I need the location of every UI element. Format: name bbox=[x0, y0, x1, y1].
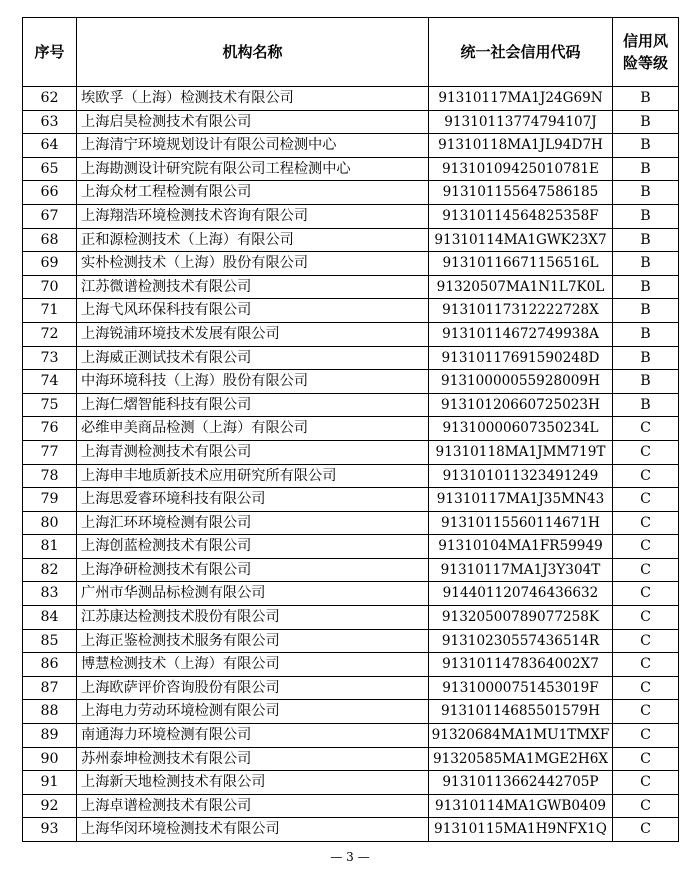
header-institution-name: 机构名称 bbox=[77, 18, 429, 87]
row-institution-name: 江苏微谱检测技术有限公司 bbox=[77, 275, 429, 299]
row-risk-grade: B bbox=[613, 134, 679, 158]
table-row bbox=[23, 228, 679, 252]
table-row bbox=[23, 511, 679, 535]
table-row bbox=[23, 204, 679, 228]
row-credit-code: 91310104MA1FR59949 bbox=[429, 535, 613, 559]
row-institution-name: 上海思爱睿环境科技有限公司 bbox=[77, 488, 429, 512]
row-risk-grade: C bbox=[613, 582, 679, 606]
row-serial-number: 65 bbox=[23, 157, 77, 181]
row-serial-number: 73 bbox=[23, 346, 77, 370]
header-risk-grade-line2: 险等级 bbox=[622, 54, 668, 72]
row-serial-number: 87 bbox=[23, 676, 77, 700]
row-credit-code: 91310114685501579H bbox=[429, 700, 613, 724]
row-risk-grade: C bbox=[613, 464, 679, 488]
row-risk-grade: C bbox=[613, 488, 679, 512]
row-risk-grade: B bbox=[613, 393, 679, 417]
row-risk-grade: B bbox=[613, 346, 679, 370]
row-institution-name: 上海众材工程检测有限公司 bbox=[77, 181, 429, 205]
row-serial-number: 79 bbox=[23, 488, 77, 512]
row-institution-name: 上海威正测试技术有限公司 bbox=[77, 346, 429, 370]
row-credit-code: 91310116671156516L bbox=[429, 252, 613, 276]
row-credit-code: 91310115MA1H9NFX1Q bbox=[429, 818, 613, 842]
table-row bbox=[23, 794, 679, 818]
row-risk-grade: C bbox=[613, 771, 679, 795]
table-header-row bbox=[23, 18, 679, 87]
row-serial-number: 64 bbox=[23, 134, 77, 158]
row-serial-number: 89 bbox=[23, 724, 77, 748]
row-serial-number: 93 bbox=[23, 818, 77, 842]
row-credit-code: 91310117MA1J24G69N bbox=[429, 87, 613, 111]
table-row bbox=[23, 299, 679, 323]
row-institution-name: 上海仁熠智能科技有限公司 bbox=[77, 393, 429, 417]
row-risk-grade: C bbox=[613, 676, 679, 700]
institution-credit-table bbox=[22, 17, 679, 842]
row-serial-number: 83 bbox=[23, 582, 77, 606]
page-number: — 3 — bbox=[330, 850, 370, 864]
row-risk-grade: B bbox=[613, 87, 679, 111]
row-risk-grade: C bbox=[613, 511, 679, 535]
row-institution-name: 中海环境科技（上海）股份有限公司 bbox=[77, 370, 429, 394]
row-risk-grade: C bbox=[613, 818, 679, 842]
table-row bbox=[23, 110, 679, 134]
row-institution-name: 上海申丰地质新技术应用研究所有限公司 bbox=[77, 464, 429, 488]
row-risk-grade: B bbox=[613, 110, 679, 134]
row-credit-code: 91310117MA1J35MN43 bbox=[429, 488, 613, 512]
row-credit-code: 91320507MA1N1L7K0L bbox=[429, 275, 613, 299]
table-row bbox=[23, 629, 679, 653]
table-row bbox=[23, 322, 679, 346]
row-serial-number: 74 bbox=[23, 370, 77, 394]
row-credit-code: 913101155647586185 bbox=[429, 181, 613, 205]
table-row bbox=[23, 771, 679, 795]
row-institution-name: 上海创蓝检测技术有限公司 bbox=[77, 535, 429, 559]
row-credit-code: 913101011323491249 bbox=[429, 464, 613, 488]
row-serial-number: 80 bbox=[23, 511, 77, 535]
row-credit-code: 91310117MA1J3Y304T bbox=[429, 558, 613, 582]
header-credit-code: 统一社会信用代码 bbox=[429, 18, 613, 87]
row-serial-number: 91 bbox=[23, 771, 77, 795]
row-institution-name: 广州市华测品标检测有限公司 bbox=[77, 582, 429, 606]
row-serial-number: 67 bbox=[23, 204, 77, 228]
row-institution-name: 上海正鉴检测技术服务有限公司 bbox=[77, 629, 429, 653]
row-serial-number: 69 bbox=[23, 252, 77, 276]
row-serial-number: 86 bbox=[23, 653, 77, 677]
header-risk-grade bbox=[613, 18, 679, 87]
row-risk-grade: C bbox=[613, 724, 679, 748]
row-institution-name: 埃欧孚（上海）检测技术有限公司 bbox=[77, 87, 429, 111]
row-institution-name: 上海欧萨评价咨询股份有限公司 bbox=[77, 676, 429, 700]
table-row bbox=[23, 134, 679, 158]
table-row bbox=[23, 653, 679, 677]
row-risk-grade: C bbox=[613, 558, 679, 582]
row-serial-number: 72 bbox=[23, 322, 77, 346]
row-institution-name: 上海清宁环境规划设计有限公司检测中心 bbox=[77, 134, 429, 158]
row-serial-number: 85 bbox=[23, 629, 77, 653]
row-institution-name: 正和源检测技术（上海）有限公司 bbox=[77, 228, 429, 252]
row-credit-code: 91310114672749938A bbox=[429, 322, 613, 346]
table-row bbox=[23, 252, 679, 276]
row-serial-number: 63 bbox=[23, 110, 77, 134]
row-institution-name: 上海华闵环境检测技术有限公司 bbox=[77, 818, 429, 842]
table-row bbox=[23, 370, 679, 394]
table-row bbox=[23, 582, 679, 606]
row-credit-code: 91310000055928009H bbox=[429, 370, 613, 394]
table-row bbox=[23, 275, 679, 299]
row-risk-grade: B bbox=[613, 299, 679, 323]
row-credit-code: 91310114MA1GWK23X7 bbox=[429, 228, 613, 252]
row-risk-grade: B bbox=[613, 157, 679, 181]
row-risk-grade: C bbox=[613, 700, 679, 724]
row-institution-name: 博慧检测技术（上海）有限公司 bbox=[77, 653, 429, 677]
row-serial-number: 66 bbox=[23, 181, 77, 205]
row-credit-code: 91310113774794107J bbox=[429, 110, 613, 134]
table-row bbox=[23, 393, 679, 417]
row-serial-number: 70 bbox=[23, 275, 77, 299]
row-risk-grade: C bbox=[613, 794, 679, 818]
row-credit-code: 91310109425010781E bbox=[429, 157, 613, 181]
row-risk-grade: B bbox=[613, 204, 679, 228]
row-institution-name: 苏州泰坤检测技术有限公司 bbox=[77, 747, 429, 771]
table-row bbox=[23, 181, 679, 205]
table-row bbox=[23, 417, 679, 441]
table-row bbox=[23, 440, 679, 464]
table-row bbox=[23, 700, 679, 724]
row-credit-code: 91320684MA1MU1TMXF bbox=[429, 724, 613, 748]
row-institution-name: 上海卓谱检测技术有限公司 bbox=[77, 794, 429, 818]
row-risk-grade: C bbox=[613, 535, 679, 559]
row-serial-number: 71 bbox=[23, 299, 77, 323]
row-credit-code: 91310118MA1JL94D7H bbox=[429, 134, 613, 158]
table-row bbox=[23, 464, 679, 488]
row-serial-number: 81 bbox=[23, 535, 77, 559]
table-row bbox=[23, 346, 679, 370]
row-risk-grade: C bbox=[613, 417, 679, 441]
row-risk-grade: B bbox=[613, 370, 679, 394]
row-credit-code: 91310000607350234L bbox=[429, 417, 613, 441]
table-row bbox=[23, 676, 679, 700]
table-body bbox=[23, 87, 679, 842]
row-serial-number: 84 bbox=[23, 606, 77, 630]
table-row bbox=[23, 87, 679, 111]
table-row bbox=[23, 488, 679, 512]
header-serial-number: 序号 bbox=[23, 18, 77, 87]
row-risk-grade: C bbox=[613, 440, 679, 464]
row-serial-number: 92 bbox=[23, 794, 77, 818]
table-row bbox=[23, 818, 679, 842]
row-credit-code: 91310000751453019F bbox=[429, 676, 613, 700]
row-institution-name: 上海净研检测技术有限公司 bbox=[77, 558, 429, 582]
row-serial-number: 90 bbox=[23, 747, 77, 771]
row-institution-name: 上海电力劳动环境检测有限公司 bbox=[77, 700, 429, 724]
table-row bbox=[23, 157, 679, 181]
row-risk-grade: B bbox=[613, 228, 679, 252]
row-institution-name: 南通海力环境检测有限公司 bbox=[77, 724, 429, 748]
row-serial-number: 78 bbox=[23, 464, 77, 488]
row-risk-grade: C bbox=[613, 653, 679, 677]
row-risk-grade: B bbox=[613, 275, 679, 299]
row-serial-number: 82 bbox=[23, 558, 77, 582]
row-risk-grade: C bbox=[613, 606, 679, 630]
table-row bbox=[23, 606, 679, 630]
row-credit-code: 91320500789077258K bbox=[429, 606, 613, 630]
row-risk-grade: B bbox=[613, 181, 679, 205]
row-credit-code: 91310113662442705P bbox=[429, 771, 613, 795]
row-credit-code: 91310117312222728X bbox=[429, 299, 613, 323]
row-risk-grade: B bbox=[613, 252, 679, 276]
row-institution-name: 上海翔浩环境检测技术咨询有限公司 bbox=[77, 204, 429, 228]
row-credit-code: 91320585MA1MGE2H6X bbox=[429, 747, 613, 771]
institution-table-wrapper bbox=[22, 17, 678, 842]
row-credit-code: 91310114MA1GWB0409 bbox=[429, 794, 613, 818]
row-serial-number: 75 bbox=[23, 393, 77, 417]
row-institution-name: 上海汇环环境检测有限公司 bbox=[77, 511, 429, 535]
row-institution-name: 实朴检测技术（上海）股份有限公司 bbox=[77, 252, 429, 276]
table-row bbox=[23, 558, 679, 582]
row-serial-number: 62 bbox=[23, 87, 77, 111]
table-row bbox=[23, 724, 679, 748]
row-credit-code: 9131011478364002X7 bbox=[429, 653, 613, 677]
row-credit-code: 91310115560114671H bbox=[429, 511, 613, 535]
row-credit-code: 91310118MA1JMM719T bbox=[429, 440, 613, 464]
row-institution-name: 上海青测检测技术有限公司 bbox=[77, 440, 429, 464]
row-serial-number: 68 bbox=[23, 228, 77, 252]
row-serial-number: 88 bbox=[23, 700, 77, 724]
row-institution-name: 上海锐浦环境技术发展有限公司 bbox=[77, 322, 429, 346]
row-serial-number: 76 bbox=[23, 417, 77, 441]
row-risk-grade: C bbox=[613, 747, 679, 771]
header-risk-grade-line1: 信用风 bbox=[622, 32, 668, 50]
row-institution-name: 上海新天地检测技术有限公司 bbox=[77, 771, 429, 795]
row-credit-code: 91310230557436514R bbox=[429, 629, 613, 653]
row-credit-code: 91310114564825358F bbox=[429, 204, 613, 228]
row-risk-grade: C bbox=[613, 629, 679, 653]
row-serial-number: 77 bbox=[23, 440, 77, 464]
row-institution-name: 江苏康达检测技术股份有限公司 bbox=[77, 606, 429, 630]
row-risk-grade: B bbox=[613, 322, 679, 346]
row-institution-name: 必维申美商品检测（上海）有限公司 bbox=[77, 417, 429, 441]
table-row bbox=[23, 535, 679, 559]
row-institution-name: 上海勘测设计研究院有限公司工程检测中心 bbox=[77, 157, 429, 181]
row-credit-code: 914401120746436632 bbox=[429, 582, 613, 606]
row-credit-code: 91310117691590248D bbox=[429, 346, 613, 370]
table-row bbox=[23, 747, 679, 771]
row-institution-name: 上海启昊检测技术有限公司 bbox=[77, 110, 429, 134]
row-credit-code: 91310120660725023H bbox=[429, 393, 613, 417]
row-institution-name: 上海弋风环保科技有限公司 bbox=[77, 299, 429, 323]
